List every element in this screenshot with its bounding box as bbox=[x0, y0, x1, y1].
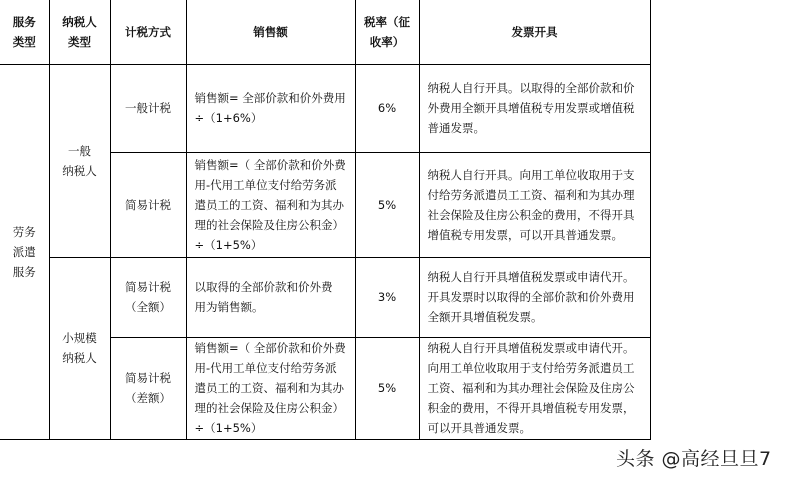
rate-cell: 5% bbox=[355, 337, 419, 439]
invoice-cell: 纳税人自行开具增值税发票或申请代开。 向用工单位收取用于支付给劳务派遣员工 工资、福利和为其办理社会保险及住房公 积金的费用，不得开具增值税专用发票， 可以开具普通发票。 bbox=[419, 337, 650, 439]
taxpayer-cell-small-scale: 小规模 纳税人 bbox=[49, 257, 110, 439]
header-sales: 销售额 bbox=[186, 0, 355, 64]
header-rate: 税率（征 收率） bbox=[355, 0, 419, 64]
service-type-cell: 劳务 派遣 服务 bbox=[0, 64, 49, 439]
rate-cell: 5% bbox=[355, 152, 419, 257]
table-row bbox=[0, 257, 650, 337]
invoice-cell: 纳税人自行开具增值税发票或申请代开。 开具发票时以取得的全部价款和价外费用 全额开具增值税发票。 bbox=[419, 257, 650, 337]
header-service-type: 服务 类型 bbox=[0, 0, 49, 64]
invoice-cell: 纳税人自行开具。以取得的全部价款和价 外费用全额开具增值税专用发票或增值税 普通发票。 bbox=[419, 64, 650, 152]
rate-cell: 6% bbox=[355, 64, 419, 152]
method-cell: 简易计税 （差额） bbox=[110, 337, 186, 439]
invoice-cell: 纳税人自行开具。向用工单位收取用于支 付给劳务派遣员工工资、福利和为其办理 社会保险及住房公积金的费用，不得开具 增值税专用发票，可以开具普通发票。 bbox=[419, 152, 650, 257]
method-cell: 一般计税 bbox=[110, 64, 186, 152]
header-row bbox=[0, 0, 650, 64]
watermark: 头条 @高经旦旦7 bbox=[616, 448, 772, 470]
rate-cell: 3% bbox=[355, 257, 419, 337]
header-tax-method: 计税方式 bbox=[110, 0, 186, 64]
header-invoice: 发票开具 bbox=[419, 0, 650, 64]
header-taxpayer-type: 纳税人 类型 bbox=[49, 0, 110, 64]
sales-cell: 销售额= 全部价款和价外费用 ÷（1+6%） bbox=[186, 64, 355, 152]
method-cell: 简易计税 （全额） bbox=[110, 257, 186, 337]
method-cell: 简易计税 bbox=[110, 152, 186, 257]
table-row bbox=[0, 64, 650, 152]
sales-cell: 销售额=（ 全部价款和价外费 用-代用工单位支付给劳务派 遣员工的工资、福利和为其办 理的社会保险及住房公积金） ÷（1+5%） bbox=[186, 152, 355, 257]
sales-cell: 销售额=（ 全部价款和价外费 用-代用工单位支付给劳务派 遣员工的工资、福利和为其办 理的社会保险及住房公积金） ÷（1+5%） bbox=[186, 337, 355, 439]
taxpayer-cell-general: 一般 纳税人 bbox=[49, 64, 110, 257]
sales-cell: 以取得的全部价款和价外费 用为销售额。 bbox=[186, 257, 355, 337]
